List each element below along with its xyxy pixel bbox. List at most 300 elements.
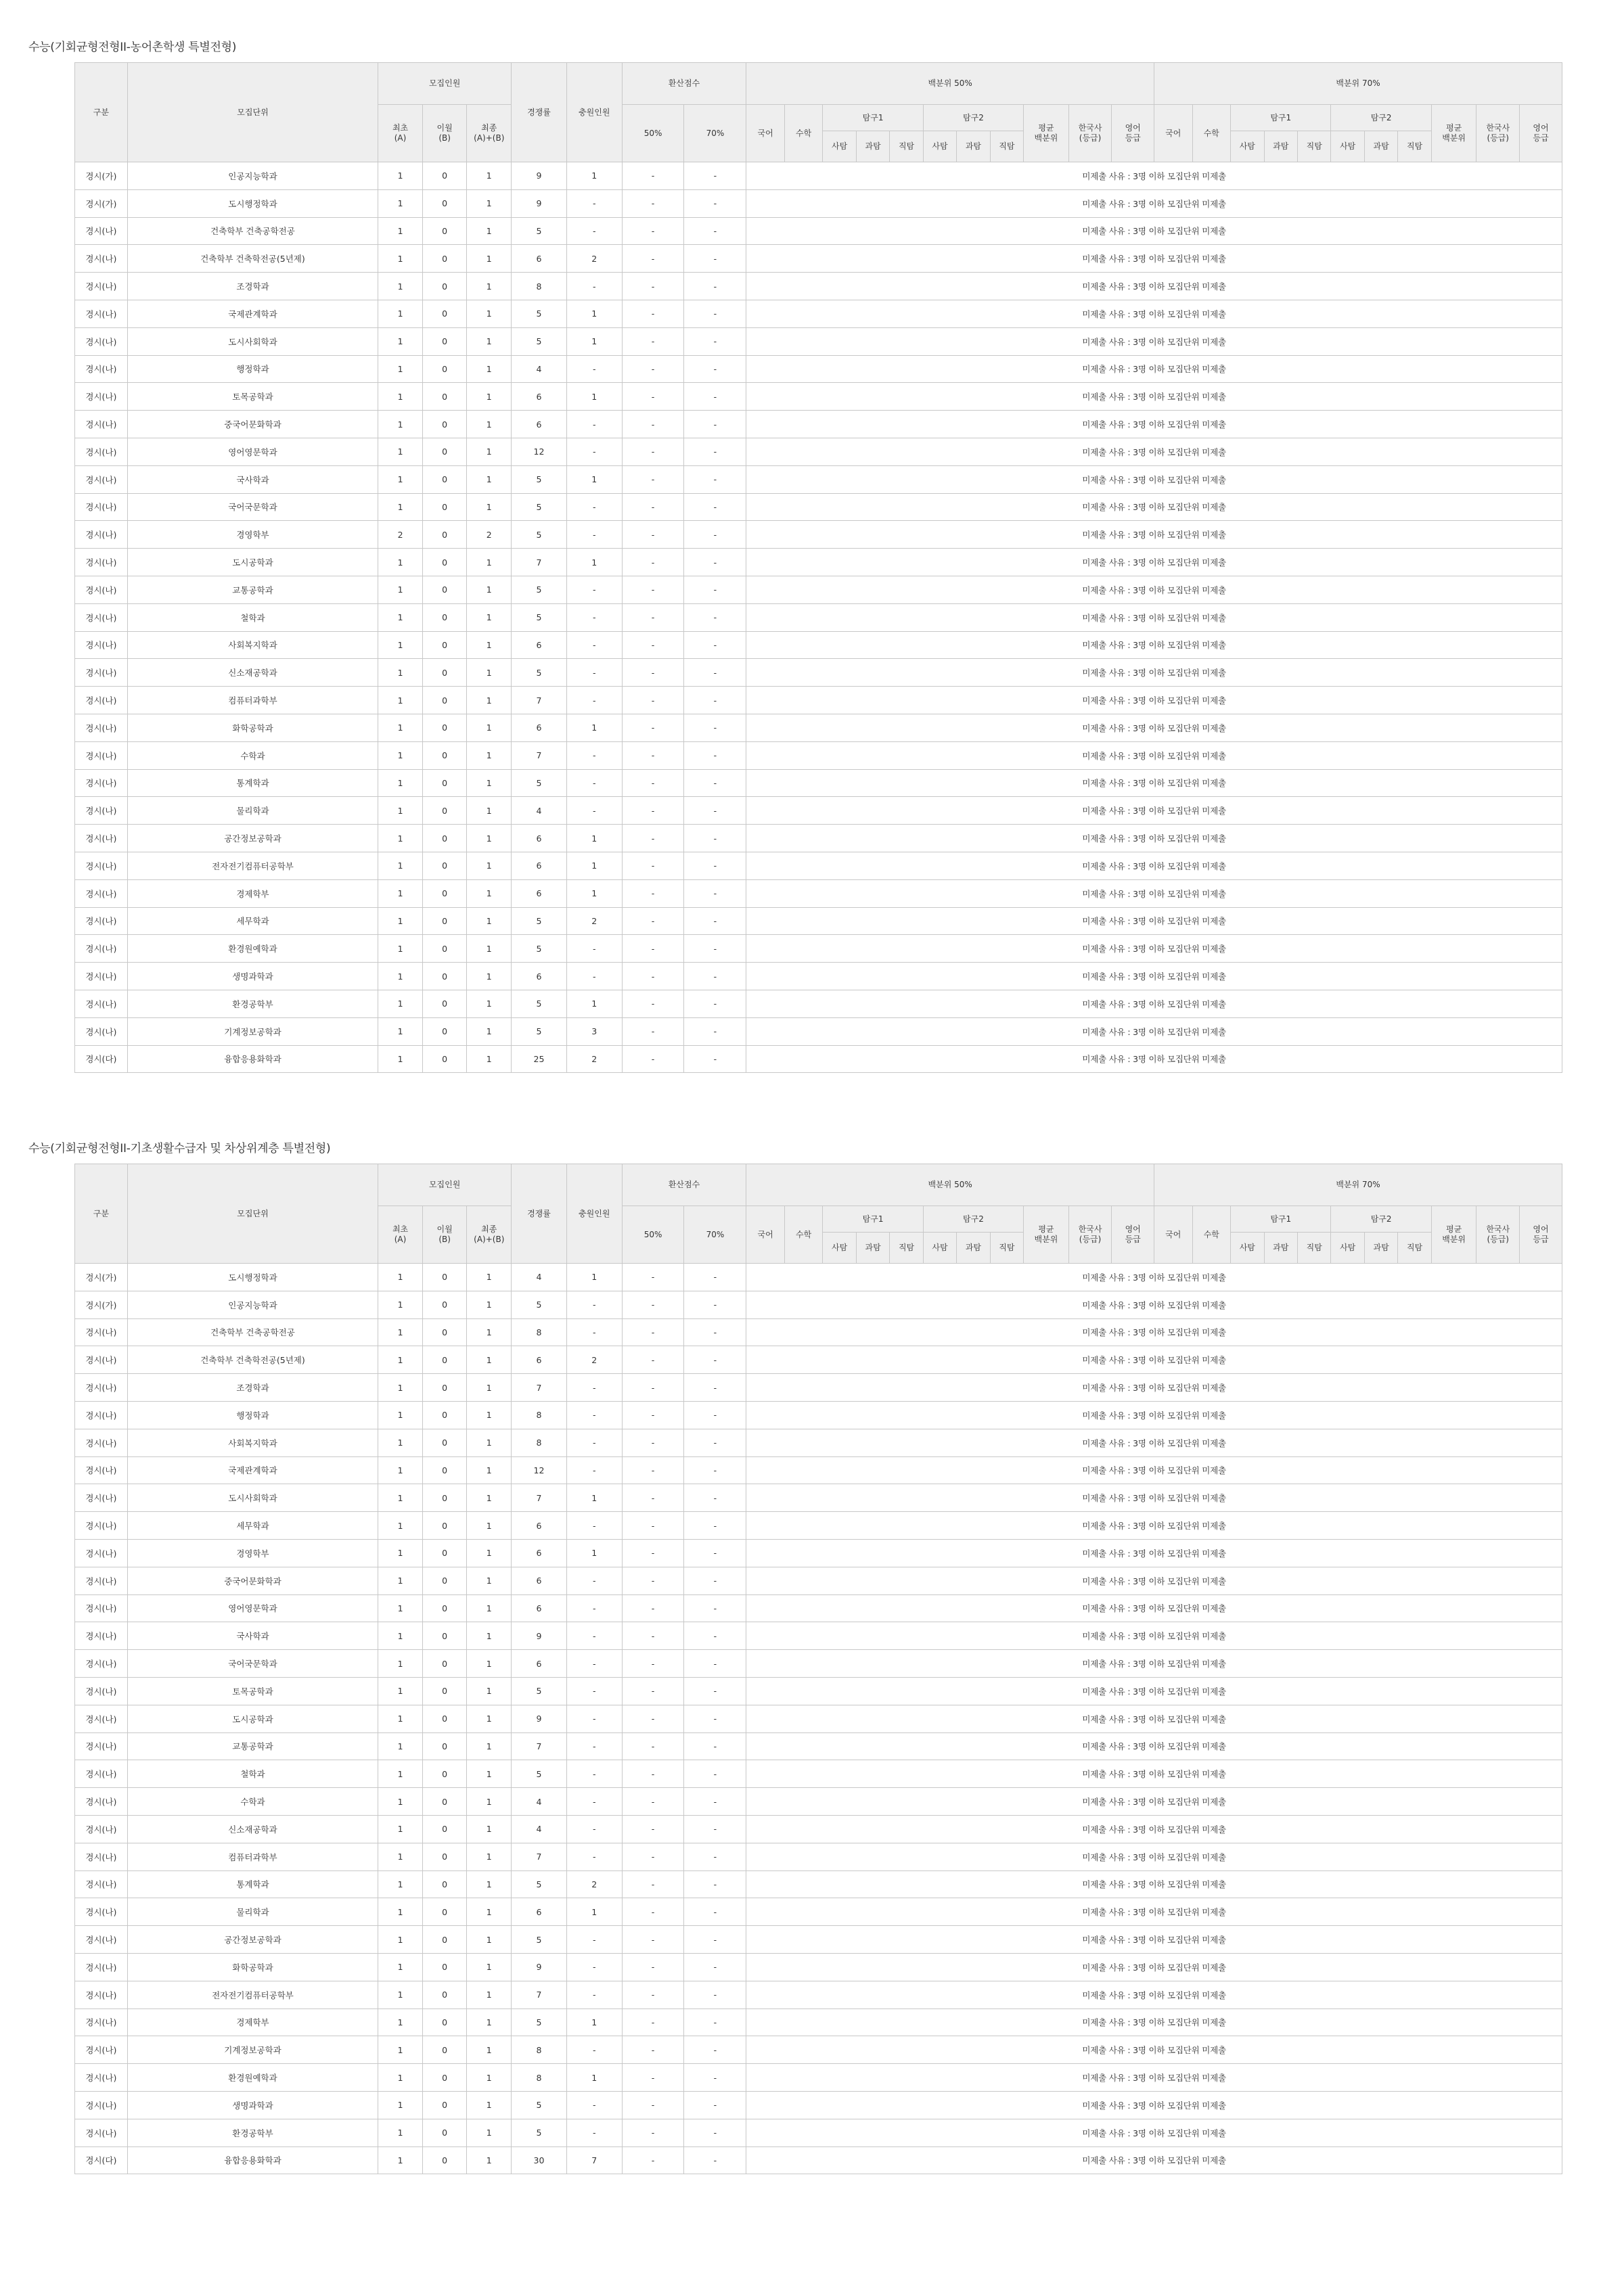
cell-unit: 컴퓨터과학부 [127, 1843, 378, 1870]
cell-70pct: - [684, 1017, 746, 1045]
cell-competition: 5 [512, 1677, 567, 1705]
header-percentile-50: 백분위 50% [746, 1164, 1154, 1206]
cell-50pct: - [622, 355, 684, 383]
table-row [75, 1567, 1562, 1594]
cell-carryover: 0 [422, 1401, 467, 1429]
cell-initial: 1 [378, 493, 423, 521]
note-cell: 미제출 사유 : 3명 이하 모집단위 미제출 [746, 1456, 1562, 1484]
table-row [75, 659, 1562, 687]
cell-final: 1 [467, 1594, 512, 1622]
header-science: 과탐 [1364, 131, 1397, 162]
cell-competition: 8 [512, 273, 567, 300]
cell-gubun: 경시(나) [75, 659, 128, 687]
cell-unit: 영어영문학과 [127, 1594, 378, 1622]
note-cell: 미제출 사유 : 3명 이하 모집단위 미제출 [746, 1045, 1562, 1073]
cell-70pct: - [684, 1512, 746, 1540]
cell-extra: 1 [566, 162, 622, 190]
cell-70pct: - [684, 687, 746, 714]
cell-70pct: - [684, 603, 746, 631]
header-math: 수학 [1192, 1206, 1231, 1264]
cell-70pct: - [684, 990, 746, 1017]
cell-70pct: - [684, 2008, 746, 2036]
note-cell: 미제출 사유 : 3명 이하 모집단위 미제출 [746, 825, 1562, 852]
cell-70pct: - [684, 1815, 746, 1843]
header-inquiry1: 탐구1 [1231, 105, 1331, 131]
cell-carryover: 0 [422, 465, 467, 493]
cell-70pct: - [684, 1567, 746, 1594]
cell-50pct: - [622, 1760, 684, 1788]
cell-initial: 1 [378, 327, 423, 355]
cell-gubun: 경시(나) [75, 300, 128, 327]
cell-final: 1 [467, 2119, 512, 2146]
cell-final: 1 [467, 1622, 512, 1650]
cell-carryover: 0 [422, 2119, 467, 2146]
note-cell: 미제출 사유 : 3명 이하 모집단위 미제출 [746, 1677, 1562, 1705]
cell-initial: 1 [378, 1732, 423, 1760]
cell-50pct: - [622, 2091, 684, 2119]
cell-final: 1 [467, 1374, 512, 1402]
note-cell: 미제출 사유 : 3명 이하 모집단위 미제출 [746, 1429, 1562, 1456]
table-row [75, 825, 1562, 852]
cell-competition: 6 [512, 825, 567, 852]
cell-50pct: - [622, 300, 684, 327]
cell-competition: 4 [512, 1788, 567, 1816]
cell-carryover: 0 [422, 769, 467, 797]
cell-extra: 3 [566, 1017, 622, 1045]
cell-gubun: 경시(다) [75, 1045, 128, 1073]
cell-competition: 6 [512, 1898, 567, 1926]
cell-final: 1 [467, 2036, 512, 2064]
cell-competition: 7 [512, 1981, 567, 2008]
cell-50pct: - [622, 1374, 684, 1402]
note-cell: 미제출 사유 : 3명 이하 모집단위 미제출 [746, 162, 1562, 190]
cell-unit: 세무학과 [127, 907, 378, 935]
cell-initial: 1 [378, 1567, 423, 1594]
cell-final: 1 [467, 411, 512, 438]
cell-gubun: 경시(나) [75, 2008, 128, 2036]
cell-70pct: - [684, 1374, 746, 1402]
cell-unit: 영어영문학과 [127, 438, 378, 465]
cell-extra: - [566, 1705, 622, 1732]
table-row [75, 1622, 1562, 1650]
note-cell: 미제출 사유 : 3명 이하 모집단위 미제출 [746, 1264, 1562, 1291]
admission-table [74, 1164, 1562, 2174]
cell-carryover: 0 [422, 1650, 467, 1678]
cell-50pct: - [622, 797, 684, 825]
table-row [75, 1512, 1562, 1540]
note-cell: 미제출 사유 : 3명 이하 모집단위 미제출 [746, 687, 1562, 714]
cell-final: 1 [467, 327, 512, 355]
cell-gubun: 경시(나) [75, 1760, 128, 1788]
cell-unit: 국어국문학과 [127, 1650, 378, 1678]
cell-final: 1 [467, 741, 512, 769]
cell-50pct: - [622, 1677, 684, 1705]
note-cell: 미제출 사유 : 3명 이하 모집단위 미제출 [746, 769, 1562, 797]
cell-final: 1 [467, 245, 512, 273]
cell-extra: - [566, 217, 622, 245]
cell-50pct: - [622, 411, 684, 438]
cell-70pct: - [684, 465, 746, 493]
header-english: 영어 등급 [1520, 105, 1562, 162]
cell-unit: 중국어문화학과 [127, 1567, 378, 1594]
header-percentile-50: 백분위 50% [746, 63, 1154, 105]
cell-carryover: 0 [422, 907, 467, 935]
cell-unit: 철학과 [127, 603, 378, 631]
note-cell: 미제출 사유 : 3명 이하 모집단위 미제출 [746, 1567, 1562, 1594]
cell-gubun: 경시(나) [75, 438, 128, 465]
cell-gubun: 경시(나) [75, 1870, 128, 1898]
note-cell: 미제출 사유 : 3명 이하 모집단위 미제출 [746, 935, 1562, 963]
cell-final: 1 [467, 1650, 512, 1678]
cell-initial: 1 [378, 659, 423, 687]
cell-competition: 7 [512, 1843, 567, 1870]
cell-extra: - [566, 355, 622, 383]
note-cell: 미제출 사유 : 3명 이하 모집단위 미제출 [746, 852, 1562, 879]
cell-unit: 전자전기컴퓨터공학부 [127, 852, 378, 879]
cell-gubun: 경시(나) [75, 852, 128, 879]
cell-gubun: 경시(나) [75, 1539, 128, 1567]
header-vocational: 직탐 [890, 1233, 923, 1264]
note-cell: 미제출 사유 : 3명 이하 모집단위 미제출 [746, 741, 1562, 769]
cell-carryover: 0 [422, 659, 467, 687]
cell-70pct: - [684, 189, 746, 217]
cell-unit: 기계정보공학과 [127, 1017, 378, 1045]
header-social: 사탐 [1231, 1233, 1264, 1264]
cell-competition: 5 [512, 2091, 567, 2119]
cell-final: 1 [467, 1898, 512, 1926]
cell-gubun: 경시(나) [75, 217, 128, 245]
table-row [75, 2091, 1562, 2119]
cell-unit: 교통공학과 [127, 1732, 378, 1760]
header-english: 영어 등급 [1112, 1206, 1154, 1264]
cell-initial: 1 [378, 1512, 423, 1540]
cell-initial: 1 [378, 1429, 423, 1456]
cell-gubun: 경시(나) [75, 603, 128, 631]
note-cell: 미제출 사유 : 3명 이하 모집단위 미제출 [746, 1760, 1562, 1788]
cell-70pct: - [684, 2064, 746, 2092]
cell-final: 1 [467, 1788, 512, 1816]
cell-carryover: 0 [422, 687, 467, 714]
note-cell: 미제출 사유 : 3명 이하 모집단위 미제출 [746, 493, 1562, 521]
cell-50pct: - [622, 493, 684, 521]
cell-gubun: 경시(나) [75, 714, 128, 741]
cell-initial: 1 [378, 1346, 423, 1374]
table-row [75, 2008, 1562, 2036]
cell-carryover: 0 [422, 521, 467, 549]
cell-final: 1 [467, 189, 512, 217]
cell-extra: 1 [566, 1539, 622, 1567]
cell-unit: 사회복지학과 [127, 631, 378, 659]
cell-50pct: - [622, 1732, 684, 1760]
cell-final: 1 [467, 631, 512, 659]
table-row [75, 603, 1562, 631]
cell-final: 1 [467, 1456, 512, 1484]
cell-extra: - [566, 576, 622, 603]
cell-carryover: 0 [422, 2008, 467, 2036]
cell-50pct: - [622, 741, 684, 769]
cell-50pct: - [622, 603, 684, 631]
header-korean-history: 한국사 (등급) [1476, 1206, 1520, 1264]
cell-50pct: - [622, 1429, 684, 1456]
header-converted: 환산점수 [622, 1164, 746, 1206]
cell-final: 1 [467, 769, 512, 797]
cell-final: 1 [467, 1567, 512, 1594]
cell-extra: - [566, 741, 622, 769]
cell-70pct: - [684, 1650, 746, 1678]
header-inquiry1: 탐구1 [823, 105, 923, 131]
cell-final: 1 [467, 1291, 512, 1318]
cell-extra: - [566, 1318, 622, 1346]
note-cell: 미제출 사유 : 3명 이하 모집단위 미제출 [746, 1512, 1562, 1540]
cell-final: 1 [467, 1045, 512, 1073]
section-title: 수능(기회균형전형II-기초생활수급자 및 차상위계층 특별전형) [28, 1142, 331, 1155]
cell-extra: - [566, 273, 622, 300]
header-vocational: 직탐 [1398, 131, 1431, 162]
note-cell: 미제출 사유 : 3명 이하 모집단위 미제출 [746, 465, 1562, 493]
note-cell: 미제출 사유 : 3명 이하 모집단위 미제출 [746, 1622, 1562, 1650]
header-competition: 경쟁률 [512, 1164, 567, 1264]
header-inquiry2: 탐구2 [923, 105, 1023, 131]
cell-final: 1 [467, 1843, 512, 1870]
cell-50pct: - [622, 1017, 684, 1045]
table-row [75, 273, 1562, 300]
cell-carryover: 0 [422, 1512, 467, 1540]
cell-extra: 1 [566, 465, 622, 493]
note-cell: 미제출 사유 : 3명 이하 모집단위 미제출 [746, 879, 1562, 907]
cell-carryover: 0 [422, 2064, 467, 2092]
cell-extra: - [566, 2036, 622, 2064]
cell-competition: 9 [512, 189, 567, 217]
cell-70pct: - [684, 879, 746, 907]
header-vocational: 직탐 [990, 131, 1023, 162]
cell-carryover: 0 [422, 162, 467, 190]
cell-gubun: 경시(나) [75, 1374, 128, 1402]
cell-unit: 통계학과 [127, 769, 378, 797]
header-social: 사탐 [923, 1233, 956, 1264]
cell-gubun: 경시(나) [75, 521, 128, 549]
cell-gubun: 경시(나) [75, 990, 128, 1017]
cell-carryover: 0 [422, 1318, 467, 1346]
cell-70pct: - [684, 1732, 746, 1760]
cell-extra: - [566, 659, 622, 687]
cell-extra: - [566, 1677, 622, 1705]
cell-extra: - [566, 521, 622, 549]
cell-final: 1 [467, 963, 512, 990]
cell-gubun: 경시(나) [75, 1898, 128, 1926]
cell-gubun: 경시(나) [75, 273, 128, 300]
note-cell: 미제출 사유 : 3명 이하 모집단위 미제출 [746, 189, 1562, 217]
cell-competition: 8 [512, 2036, 567, 2064]
cell-extra: - [566, 1429, 622, 1456]
cell-final: 1 [467, 1539, 512, 1567]
cell-carryover: 0 [422, 189, 467, 217]
cell-initial: 1 [378, 1045, 423, 1073]
cell-70pct: - [684, 1622, 746, 1650]
cell-carryover: 0 [422, 714, 467, 741]
cell-extra: - [566, 1512, 622, 1540]
cell-final: 1 [467, 825, 512, 852]
cell-final: 1 [467, 1760, 512, 1788]
cell-unit: 도시행정학과 [127, 1264, 378, 1291]
cell-competition: 5 [512, 521, 567, 549]
note-cell: 미제출 사유 : 3명 이하 모집단위 미제출 [746, 1401, 1562, 1429]
table-row [75, 465, 1562, 493]
cell-initial: 1 [378, 603, 423, 631]
cell-final: 1 [467, 1926, 512, 1954]
cell-unit: 토목공학과 [127, 383, 378, 411]
cell-final: 1 [467, 355, 512, 383]
cell-carryover: 0 [422, 217, 467, 245]
cell-final: 1 [467, 465, 512, 493]
cell-extra: 1 [566, 2008, 622, 2036]
cell-initial: 1 [378, 1594, 423, 1622]
cell-unit: 경제학부 [127, 2008, 378, 2036]
cell-carryover: 0 [422, 935, 467, 963]
cell-extra: - [566, 1843, 622, 1870]
cell-gubun: 경시(나) [75, 1622, 128, 1650]
cell-competition: 5 [512, 493, 567, 521]
cell-70pct: - [684, 549, 746, 576]
cell-carryover: 0 [422, 1346, 467, 1374]
cell-carryover: 0 [422, 1456, 467, 1484]
cell-initial: 1 [378, 1843, 423, 1870]
cell-carryover: 0 [422, 1953, 467, 1981]
cell-50pct: - [622, 549, 684, 576]
header-social: 사탐 [1331, 1233, 1364, 1264]
cell-extra: - [566, 603, 622, 631]
cell-50pct: - [622, 907, 684, 935]
cell-competition: 7 [512, 687, 567, 714]
cell-competition: 4 [512, 1815, 567, 1843]
cell-unit: 행정학과 [127, 1401, 378, 1429]
cell-extra: - [566, 687, 622, 714]
cell-extra: 1 [566, 879, 622, 907]
cell-unit: 국제관계학과 [127, 300, 378, 327]
table-row [75, 1401, 1562, 1429]
header-recruit: 모집인원 [378, 63, 512, 105]
cell-70pct: - [684, 327, 746, 355]
cell-50pct: - [622, 162, 684, 190]
cell-extra: - [566, 1374, 622, 1402]
cell-unit: 인공지능학과 [127, 162, 378, 190]
cell-competition: 5 [512, 465, 567, 493]
cell-70pct: - [684, 1539, 746, 1567]
table-row [75, 1926, 1562, 1954]
table-row [75, 1264, 1562, 1291]
cell-extra: - [566, 1788, 622, 1816]
cell-final: 1 [467, 1484, 512, 1512]
cell-final: 1 [467, 1677, 512, 1705]
cell-50pct: - [622, 852, 684, 879]
cell-initial: 1 [378, 797, 423, 825]
cell-unit: 철학과 [127, 1760, 378, 1788]
cell-unit: 조경학과 [127, 273, 378, 300]
table-row [75, 2146, 1562, 2174]
cell-50pct: - [622, 1456, 684, 1484]
note-cell: 미제출 사유 : 3명 이하 모집단위 미제출 [746, 438, 1562, 465]
cell-extra: - [566, 1760, 622, 1788]
cell-extra: - [566, 1650, 622, 1678]
cell-competition: 9 [512, 1705, 567, 1732]
cell-initial: 1 [378, 2064, 423, 2092]
table-row [75, 300, 1562, 327]
cell-competition: 5 [512, 300, 567, 327]
cell-competition: 4 [512, 1264, 567, 1291]
cell-competition: 6 [512, 714, 567, 741]
cell-50pct: - [622, 1843, 684, 1870]
cell-50pct: - [622, 383, 684, 411]
table-row [75, 907, 1562, 935]
cell-initial: 1 [378, 907, 423, 935]
cell-extra: - [566, 1926, 622, 1954]
cell-50pct: - [622, 1926, 684, 1954]
note-cell: 미제출 사유 : 3명 이하 모집단위 미제출 [746, 1815, 1562, 1843]
cell-carryover: 0 [422, 852, 467, 879]
cell-unit: 경제학부 [127, 879, 378, 907]
cell-initial: 1 [378, 2036, 423, 2064]
cell-50pct: - [622, 1870, 684, 1898]
cell-50pct: - [622, 1346, 684, 1374]
note-cell: 미제출 사유 : 3명 이하 모집단위 미제출 [746, 1539, 1562, 1567]
cell-70pct: - [684, 1594, 746, 1622]
cell-extra: 1 [566, 714, 622, 741]
header-korean-history: 한국사 (등급) [1476, 105, 1520, 162]
cell-unit: 경영학부 [127, 1539, 378, 1567]
cell-initial: 1 [378, 1291, 423, 1318]
cell-extra: 2 [566, 1045, 622, 1073]
cell-final: 1 [467, 1953, 512, 1981]
cell-initial: 1 [378, 935, 423, 963]
cell-initial: 1 [378, 355, 423, 383]
cell-competition: 4 [512, 355, 567, 383]
cell-extra: - [566, 769, 622, 797]
header-social: 사탐 [823, 1233, 856, 1264]
header-avg-percentile: 평균 백분위 [1431, 1206, 1476, 1264]
table-row [75, 687, 1562, 714]
note-cell: 미제출 사유 : 3명 이하 모집단위 미제출 [746, 245, 1562, 273]
cell-initial: 1 [378, 1870, 423, 1898]
cell-gubun: 경시(나) [75, 2064, 128, 2092]
cell-gubun: 경시(나) [75, 1401, 128, 1429]
cell-carryover: 0 [422, 1870, 467, 1898]
cell-unit: 인공지능학과 [127, 1291, 378, 1318]
note-cell: 미제출 사유 : 3명 이하 모집단위 미제출 [746, 549, 1562, 576]
cell-70pct: - [684, 935, 746, 963]
cell-70pct: - [684, 1843, 746, 1870]
cell-carryover: 0 [422, 549, 467, 576]
table-row [75, 1650, 1562, 1678]
cell-gubun: 경시(나) [75, 2036, 128, 2064]
cell-competition: 9 [512, 1953, 567, 1981]
note-cell: 미제출 사유 : 3명 이하 모집단위 미제출 [746, 714, 1562, 741]
header-70pct: 70% [684, 105, 746, 162]
cell-unit: 토목공학과 [127, 1677, 378, 1705]
cell-gubun: 경시(나) [75, 1567, 128, 1594]
cell-carryover: 0 [422, 411, 467, 438]
cell-competition: 12 [512, 1456, 567, 1484]
cell-competition: 5 [512, 659, 567, 687]
cell-initial: 1 [378, 1705, 423, 1732]
cell-gubun: 경시(나) [75, 355, 128, 383]
header-final: 최종 (A)+(B) [467, 1206, 512, 1264]
cell-unit: 컴퓨터과학부 [127, 687, 378, 714]
cell-extra: 1 [566, 990, 622, 1017]
cell-50pct: - [622, 2064, 684, 2092]
cell-70pct: - [684, 411, 746, 438]
cell-50pct: - [622, 659, 684, 687]
admission-table [74, 62, 1562, 1073]
note-cell: 미제출 사유 : 3명 이하 모집단위 미제출 [746, 907, 1562, 935]
